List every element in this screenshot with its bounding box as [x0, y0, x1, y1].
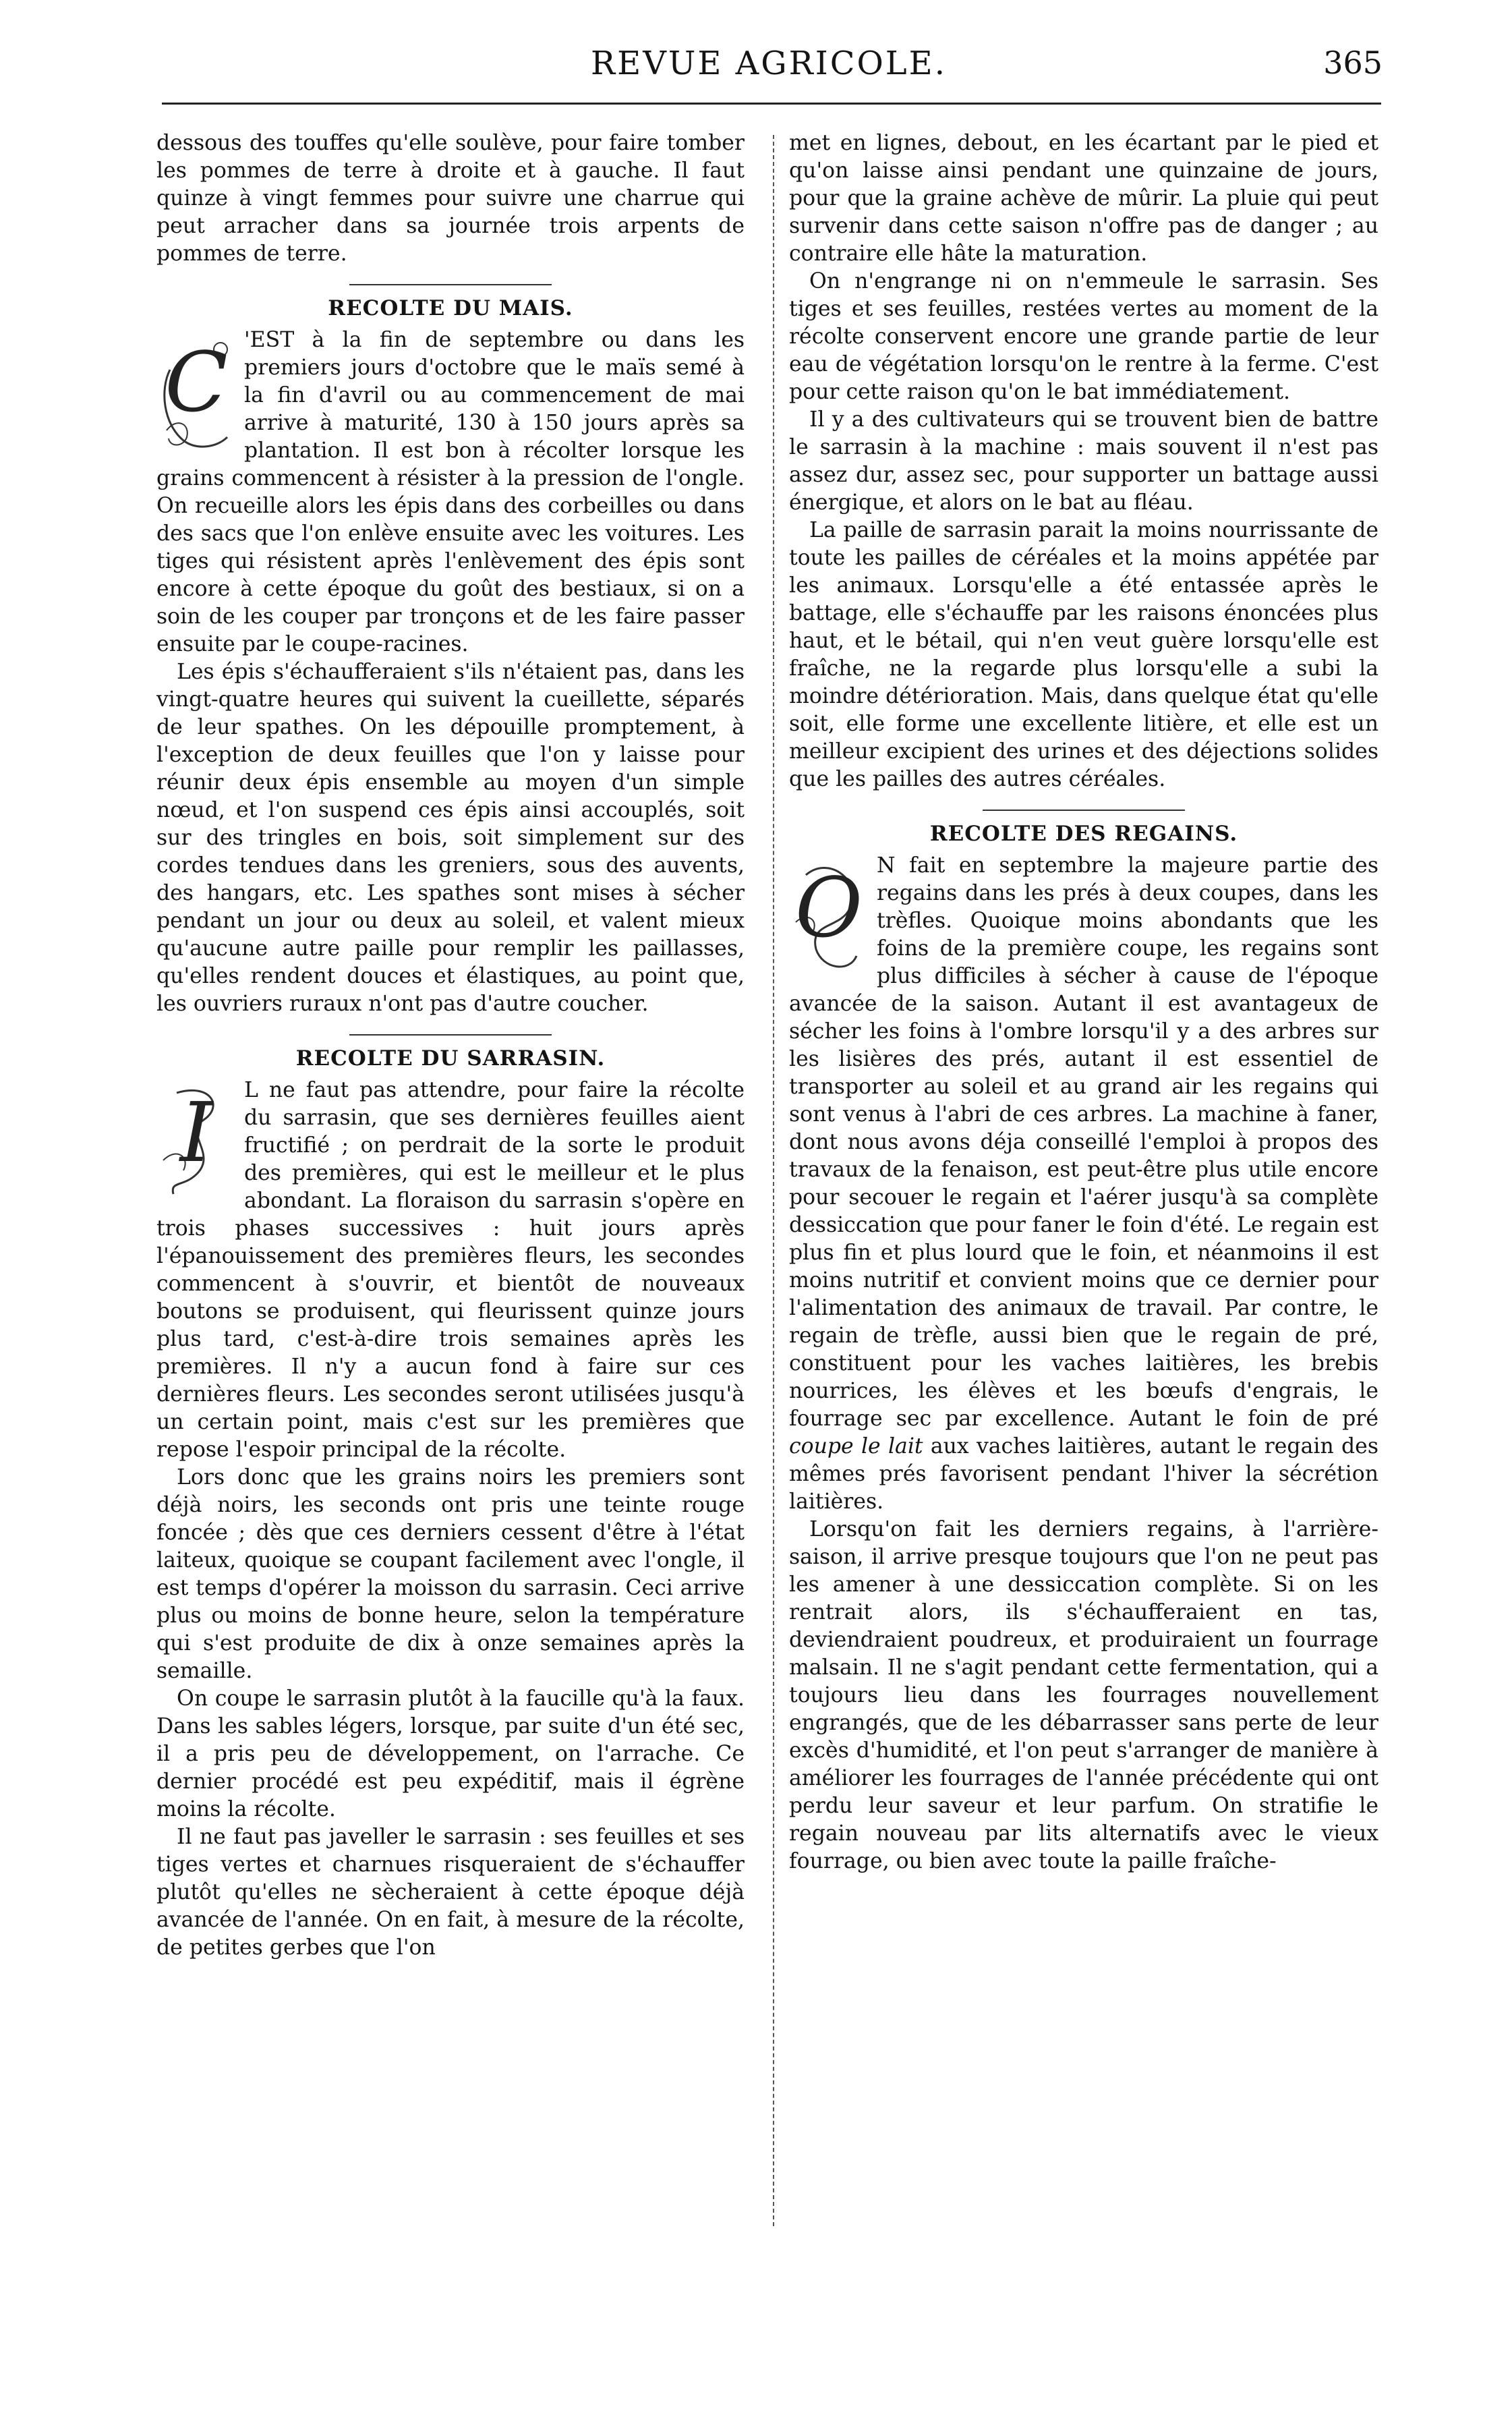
regains-paragraph-1: [789, 852, 1378, 1516]
dropcap-letter: O: [794, 860, 863, 956]
section-title-regains: RECOLTE DES REGAINS.: [929, 822, 1238, 846]
dropcap-letter: C: [165, 335, 228, 430]
dropcap-letter: I: [179, 1085, 213, 1181]
regains-text-b: aux vaches laitières, autant le regain des mêmes prés favorisent pendant l'hiver la sécrétion laitières.: [789, 1434, 1378, 1514]
sarrasin-paragraph-2: Lors donc que les grains noirs les premiers sont déjà noirs, les seconds ont pris une teinte rouge foncée ; dès que ces derniers cessent d'être à l'état laiteux, quoique se coupant facilement avec l'ongle, il est temps d'opérer la moisson du sarrasin. Ceci arrive plus ou moins de bonne heure, selon la température qui s'est produite de dix à onze semaines après la semaille.: [156, 1465, 745, 1683]
section-title-sarrasin: RECOLTE DU SARRASIN.: [295, 1046, 606, 1071]
sarrasin-cont-paragraph-4: La paille de sarrasin parait la moins nourrissante de toute les pailles de céréales et la moins appétée par les animaux. Lorsqu'elle a été entassée après le battage, elle s'échauffe par les raisons énoncées plus haut, et le bétail, qui n'en veut guère lorsqu'elle est fraîche, ne la regarde plus lorsqu'elle a subi la moindre détérioration. Mais, dans quelque état qu'elle soit, elle forme une excellente litière, et elle est un meilleur excipient des urines et des déjections solides que les pailles des autres céréales.: [789, 518, 1378, 791]
mais-paragraph-1: 'EST à la fin de septembre ou dans les premiers jours d'octobre que le maïs semé à la fin d'avril ou au commencement de mai arrive à maturité, 130 à 150 jours après sa plantation. Il est bon à récolter lorsque les grains commencent à résister à la pression de l'ongle. On recueille alors les épis dans des corbeilles ou dans des sacs que l'on enlève ensuite avec les voitures. Les tiges qui résistent après l'enlèvement des épis sont encore à cette époque du goût des bestiaux, si on a soin de les couper par tronçons et de les faire passer ensuite par le coupe-racines.: [156, 328, 745, 656]
section-divider: [349, 1034, 552, 1036]
sarrasin-cont-paragraph-3: Il y a des cultivateurs qui se trouvent bien de battre le sarrasin à la machine : mais souvent il n'est pas assez dur, assez sec, pour supporter un battage aussi énergique, et alors on le bat au fléau.: [789, 407, 1378, 515]
section-title-mais: RECOLTE DU MAIS.: [328, 296, 573, 320]
journal-title: REVUE AGRICOLE.: [591, 45, 947, 82]
ornate-initial-i: [156, 1079, 236, 1205]
section-divider: [349, 284, 552, 285]
regains-text-a: N fait en septembre la majeure partie des regains dans les prés à deux coupes, dans les trèfles. Quoique moins abondants que les foins de la première coupe, les regains sont plus difficiles à sécher à cause de l'époque avancée de la saison. Autant il est avantageux de sécher les foins à l'ombre lorsqu'il y a des arbres sur les lisières des prés, autant il est essentiel de transporter au soleil et au grand air les regains qui sont venus à l'abri de ces arbres. La machine à faner, dont nous avons déja conseillé l'emploi à propos des travaux de la fenaison, est peut-être plus utile encore pour secouer le regain et l'aérer jusqu'à sa complète dessiccation que pour faner le foin d'été. Le regain est plus fin et plus lourd que le foin, et néanmoins il est moins nutritif et convient moins que ce dernier pour l'alimentation des animaux de travail. Par contre, le regain de trèfle, aussi bien que le regain de pré, constituent pour les vaches laitières, les brebis nourrices, les élèves et les bœufs d'engrais, le fourrage sec par excellence. Autant le foin de pré: [789, 853, 1378, 1431]
sarrasin-paragraph-1: L ne faut pas attendre, pour faire la récolte du sarrasin, que ses dernières feuilles aient fructifié ; on perdrait de la sorte le produit des premières, qui est le meilleur et le plus abondant. La floraison du sarrasin s'opère en trois phases successives : huit jours après l'épanouissement des premières fleurs, les secondes commencent à s'ouvrir, et bientôt de nouveaux boutons se produisent, qui fleurissent quinze jours plus tard, c'est-à-dire trois semaines après les premières. Il n'y a aucun fond à faire sur ces dernières fleurs. Les secondes seront utilisées jusqu'à un certain point, mais c'est sur les premières que repose l'espoir principal de la récolte.: [156, 1078, 745, 1462]
sarrasin-cont-paragraph-1: met en lignes, debout, en les écartant par le pied et qu'on laisse ainsi pendant une quinzaine de jours, pour que la graine achève de mûrir. La pluie qui peut survenir dans cette saison n'offre pas de danger ; au contraire elle hâte la maturation.: [789, 131, 1378, 266]
regains-paragraph-2: Lorsqu'on fait les derniers regains, à l'arrière-saison, il arrive presque toujours que l'on ne peut pas les amener à une dessiccation complète. Si on les rentrait alors, ils s'échaufferaient en tas, deviendraient poudreux, et produiraient un fourrage malsain. Il ne s'agit pendant cette fermentation, qui a toujours lieu dans les fourrages nouvellement engrangés, que de les débarrasser sans perte de leur excès d'humidité, et l'on peut s'arranger de manière à améliorer les fourrages de l'année précédente qui ont perdu leur saveur et leur parfum. On stratifie le regain nouveau par lits alternatifs avec le vieux fourrage, ou bien avec toute la paille fraîche-: [789, 1517, 1378, 1873]
page-number: 365: [1323, 45, 1383, 81]
left-column: [156, 130, 745, 1962]
section-divider: [983, 810, 1185, 811]
mais-paragraph-2: Les épis s'échaufferaient s'ils n'étaient pas, dans les vingt-quatre heures qui suivent la cueillette, séparés de leur spathes. On les dépouille promptement, à l'exception de deux feuilles que l'on y laisse pour réunir deux épis ensemble au moyen d'un simple nœud, et l'on suspend ces épis ainsi accouplés, soit sur des tringles en bois, soit simplement sur des cordes tendues dans les greniers, sous des auvents, des hangars, etc. Les spathes sont mises à sécher pendant un jour ou deux au soleil, et valent mieux qu'aucune autre paille pour remplir les paillasses, qu'elles rendent douces et élastiques, au point que, les ouvriers ruraux n'ont pas d'autre coucher.: [156, 660, 745, 1016]
ornate-initial-c: [156, 329, 236, 455]
page-header: [155, 45, 1383, 85]
right-column: [789, 130, 1378, 1875]
intro-paragraph: dessous des touffes qu'elle soulève, pour faire tomber les pommes de terre à droite et à gauche. Il faut quinze à vingt femmes pour suivre une charrue qui peut arracher dans sa journée trois arpents de pommes de terre.: [156, 131, 745, 266]
sarrasin-cont-paragraph-2: On n'engrange ni on n'emmeule le sarrasin. Ses tiges et ses feuilles, restées vertes au moment de la récolte conservent encore une grande partie de leur eau de végétation lorsqu'on le rentre à la ferme. C'est pour cette raison qu'on le bat immédiatement.: [789, 269, 1378, 404]
header-rule: [162, 103, 1381, 105]
ornate-initial-o: [789, 855, 869, 980]
sarrasin-paragraph-4: Il ne faut pas javeller le sarrasin : ses feuilles et ses tiges vertes et charnues risqueraient de s'échauffer plutôt qu'elles ne sècheraient à cette époque déjà avancée de l'année. On en fait, à mesure de la récolte, de petites gerbes que l'on: [156, 1825, 745, 1960]
regains-italic-phrase: coupe le lait: [789, 1434, 923, 1458]
sarrasin-paragraph-3: On coupe le sarrasin plutôt à la faucille qu'à la faux. Dans les sables légers, lorsque, par suite d'un été sec, il a pris peu de développement, on l'arrache. Ce dernier procédé est peu expéditif, mais il égrène moins la récolte.: [156, 1687, 745, 1821]
column-divider: [773, 135, 774, 2226]
